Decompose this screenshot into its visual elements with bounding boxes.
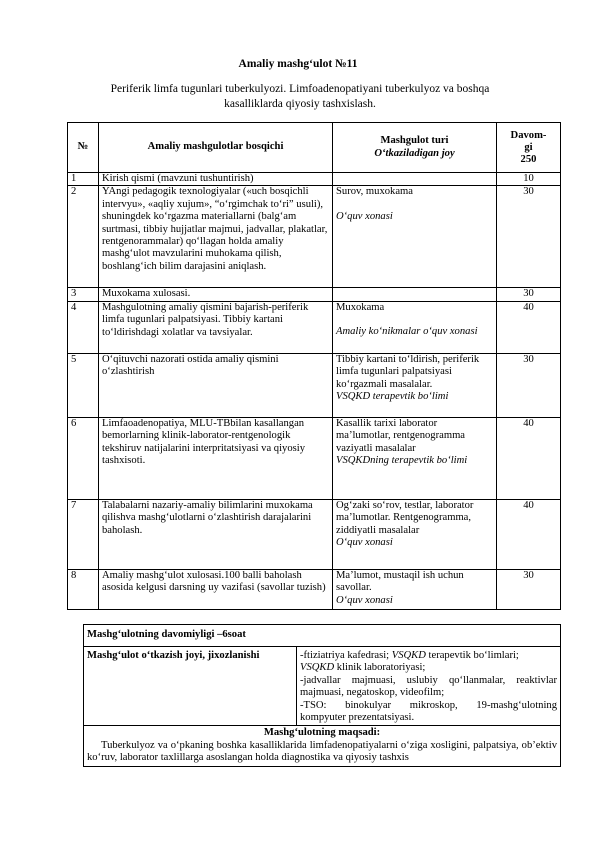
row-type bbox=[333, 186, 497, 288]
row-type bbox=[333, 353, 497, 417]
row-stage: Amaliy mashg‘ulot xulosasi.100 balli baholash asosida kelgusi darsning uy vazifasi (savollar tuzish) bbox=[99, 569, 333, 609]
row-num: 7 bbox=[68, 499, 99, 569]
equipment-row bbox=[84, 647, 561, 726]
row-type bbox=[333, 288, 497, 301]
table-row bbox=[68, 173, 561, 186]
lesson-info-table bbox=[83, 624, 561, 767]
row-stage: Kirish qismi (mavzuni tushuntirish) bbox=[99, 173, 333, 186]
equipment-line-3: -jadvallar majmuasi, uslubiy qo‘llanmalar, reaktivlar majmuasi, negatoskop, videofilm; bbox=[300, 674, 557, 699]
row-num: 5 bbox=[68, 353, 99, 417]
row-type-text: Og‘zaki so‘rov, testlar, laborator ma’lumotlar. Rentgenogramma, ziddiyatli masalalar bbox=[336, 499, 474, 536]
header-type bbox=[333, 123, 497, 173]
equipment-line-1: -ftiziatriya kafedrasi; VSQKD terapevtik bo‘limlari; bbox=[300, 650, 519, 661]
row-type bbox=[333, 173, 497, 186]
equipment-line-2: VSQKD klinik laboratoriyasi; bbox=[300, 662, 426, 674]
header-stages: Amaliy mashgulotlar bosqichi bbox=[99, 123, 333, 173]
row-duration: 40 bbox=[497, 417, 561, 499]
header-num: № bbox=[68, 123, 99, 173]
row-stage: YAngi pedagogik texnologiyalar («uch bosqichli intervyu», «aqliy xujum», “o‘rgimchak to‘ri” usuli), shuningdek ko‘rgazma materiallarni (balg‘am surtmasi, tibbiy hujjatlar majmui, jadvallar, plakatlar, rentgenorammalar) qo‘llagan holda amaliy mashg‘ulot mavzularini muhokama qilish, boshlang‘ich bilim darajasini aniqlash. bbox=[99, 186, 333, 288]
goal-row bbox=[84, 726, 561, 766]
table-row bbox=[68, 569, 561, 609]
row-stage: O‘qituvchi nazorati ostida amaliy qismini o‘zlashtirish bbox=[99, 353, 333, 417]
page-title: Amaliy mashg‘ulot №11 bbox=[238, 58, 358, 70]
row-place: O‘quv xonasi bbox=[336, 210, 393, 222]
row-type bbox=[333, 499, 497, 569]
table-row bbox=[68, 353, 561, 417]
row-stage: Limfaoadenopatiya, MLU-TBbilan kasallangan bemorlarning klinik-laborator-rentgenologik tekshiruv natijalarini interpritatsiyasi va qiyosiy tashxisoti. bbox=[99, 417, 333, 499]
equipment-line-4: -TSO: binokulyar mikroskop, 19-mashg‘ulotning kompyuter prezentatsiyasi. bbox=[300, 699, 557, 724]
header-duration: Davom- gi 250 bbox=[497, 123, 561, 173]
row-place: Amaliy ko‘nikmalar o‘quv xonasi bbox=[336, 326, 478, 338]
row-place: O‘quv xonasi bbox=[336, 537, 393, 549]
row-type-text: Kasallik tarixi laborator ma’lumotlar, rentgenogramma vaziyatli masalalar bbox=[336, 417, 466, 454]
row-duration: 30 bbox=[497, 569, 561, 609]
row-num: 4 bbox=[68, 301, 99, 353]
row-num: 6 bbox=[68, 417, 99, 499]
table-row bbox=[68, 417, 561, 499]
row-place: VSQKDning terapevtik bo‘limi bbox=[336, 455, 468, 467]
row-type bbox=[333, 301, 497, 353]
row-type bbox=[333, 569, 497, 609]
equipment-details bbox=[297, 647, 561, 726]
row-duration: 30 bbox=[497, 186, 561, 288]
row-stage: Talabalarni nazariy-amaliy bilimlarini muxokama qilishva mashg‘ulotlarni o‘zlashtirish darajalarini baholash. bbox=[99, 499, 333, 569]
row-type-text: Surov, muxokama bbox=[336, 186, 413, 198]
row-duration: 30 bbox=[497, 288, 561, 301]
table-row bbox=[68, 301, 561, 353]
equipment-label: Mashg‘ulot o‘tkazish joyi, jixozlanishi bbox=[84, 647, 297, 726]
row-num: 8 bbox=[68, 569, 99, 609]
duration-row bbox=[84, 625, 561, 647]
lesson-duration: Mashg‘ulotning davomiyligi –6soat bbox=[84, 625, 561, 647]
row-type-text: Tibbiy kartani to‘ldirish, periferik limfa tugunlari palpatsiyasi ko‘rgazmali masalalar. bbox=[336, 353, 480, 390]
header-type-place: O‘tkaziladigan joy bbox=[374, 147, 455, 159]
row-type-text: Muxokama bbox=[336, 301, 385, 313]
goal-cell bbox=[84, 726, 561, 766]
row-duration: 40 bbox=[497, 301, 561, 353]
row-duration: 30 bbox=[497, 353, 561, 417]
table-row bbox=[68, 499, 561, 569]
row-type-text: Ma’lumot, mustaqil ish uchun savollar. bbox=[336, 569, 464, 594]
table-header-row bbox=[68, 123, 561, 173]
lesson-stages-table bbox=[67, 122, 561, 610]
row-stage: Mashgulotning amaliy qismini bajarish-periferik limfa tugunlari palpatsiyasi. Tibbiy kartani to‘ldirishdagi xolatlar va tavsiyalar. bbox=[99, 301, 333, 353]
header-type-title: Mashgulot turi bbox=[380, 135, 449, 147]
row-num: 3 bbox=[68, 288, 99, 301]
row-place: VSQKD terapevtik bo‘limi bbox=[336, 391, 449, 403]
row-place: O‘quv xonasi bbox=[336, 594, 393, 606]
row-duration: 10 bbox=[497, 173, 561, 186]
goal-title: Mashg‘ulotning maqsadi: bbox=[263, 727, 381, 739]
page-subtitle: Periferik limfa tugunlari tuberkulyozi. Limfoadenopatiyani tuberkulyoz va boshqa kasalliklarda qiyosiy tashxislash. bbox=[110, 83, 490, 110]
row-duration: 40 bbox=[497, 499, 561, 569]
row-type bbox=[333, 417, 497, 499]
row-num: 2 bbox=[68, 186, 99, 288]
row-num: 1 bbox=[68, 173, 99, 186]
table-row bbox=[68, 186, 561, 288]
row-stage: Muxokama xulosasi. bbox=[99, 288, 333, 301]
table-row bbox=[68, 288, 561, 301]
goal-text: Tuberkulyoz va o‘pkaning boshka kasalliklarida limfadenopatiyalarni o‘ziga xosligini, palpatsiya, ob’ektiv ko‘ruv, laborator taxlillarga asoslangan holda diagnostika va qiyosiy tashxis bbox=[87, 739, 557, 764]
